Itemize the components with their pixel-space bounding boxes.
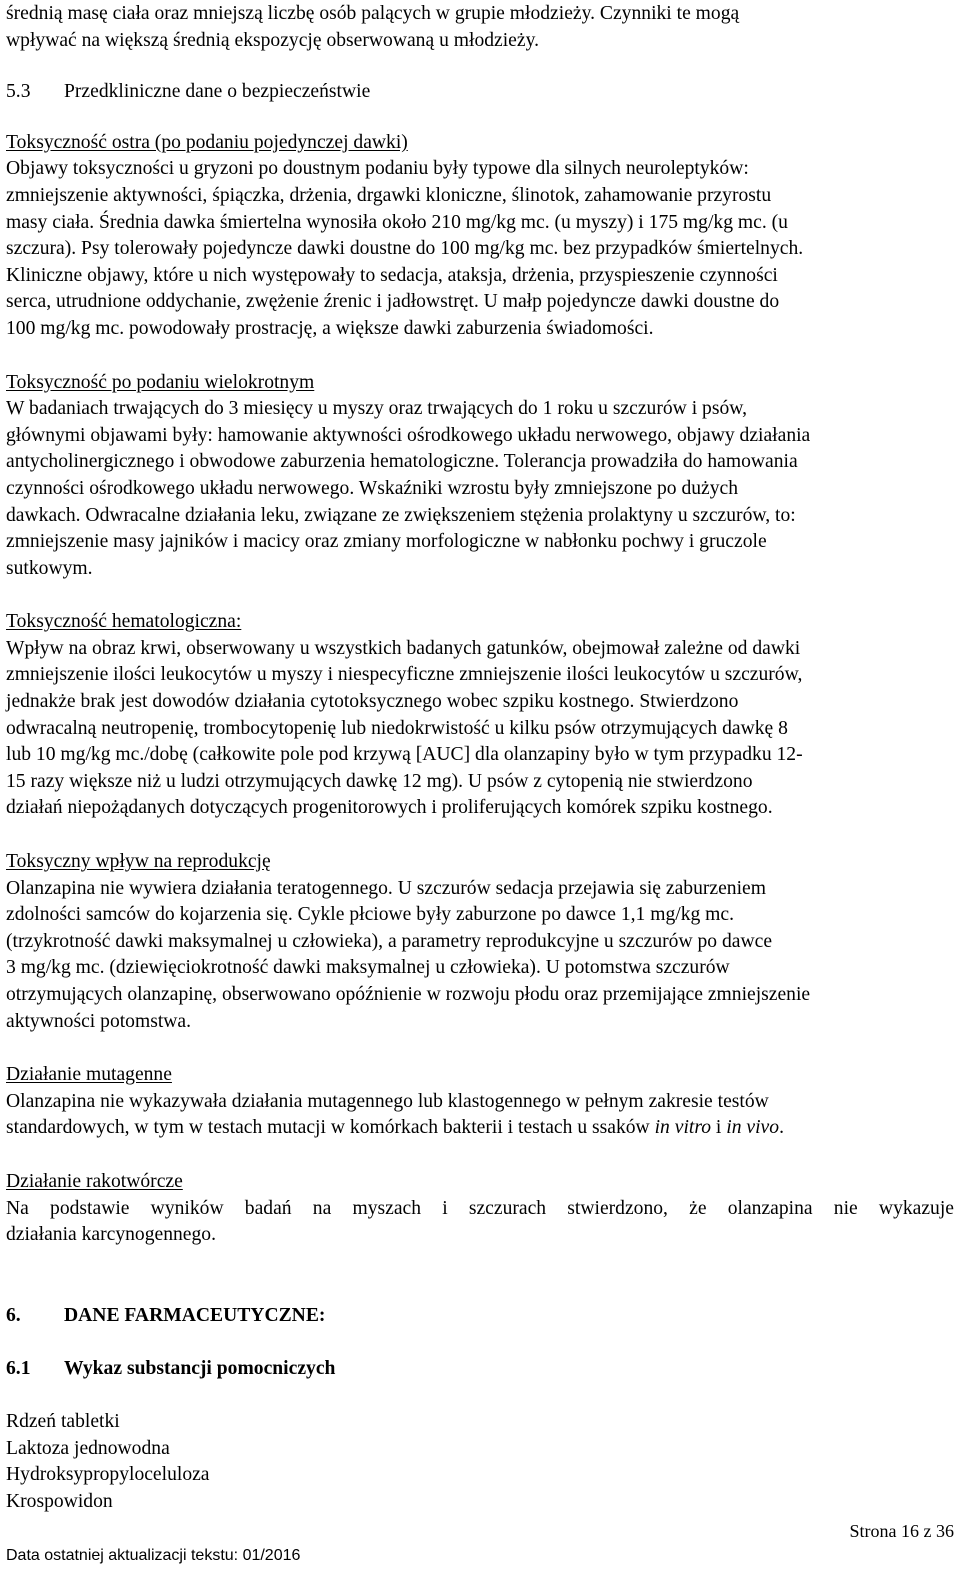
text-fragment: . xyxy=(779,1117,784,1139)
carcinogenic-section xyxy=(6,1169,954,1249)
section-title: DANE FARMACEUTYCZNE: xyxy=(64,1304,326,1326)
intro-paragraph xyxy=(6,1,954,54)
text-line: masy ciała. Średnia dawka śmiertelna wynosiła około 210 mg/kg mc. (u myszy) i 175 mg/kg mc. (u xyxy=(6,211,788,233)
repeated-dose-toxicity-section xyxy=(6,370,954,583)
reproductive-toxicity-section xyxy=(6,849,954,1035)
text-line: Olanzapina nie wywiera działania teratogennego. U szczurów sedacja przejawia się zaburzeniem xyxy=(6,877,766,899)
text-fragment: i xyxy=(711,1117,727,1139)
section-number: 6.1 xyxy=(6,1358,31,1380)
text-line: 100 mg/kg mc. powodowały prostrację, a większe dawki zaburzenia świadomości. xyxy=(6,317,654,339)
text-line: jednakże brak jest dowodów działania cytotoksycznego wobec szpiku kostnego. Stwierdzono xyxy=(6,691,739,713)
text-line: Na podstawie wyników badań na myszach i szczurach stwierdzono, że olanzapina nie wykazuje xyxy=(6,1197,954,1219)
text-line: zmniejszenie ilości leukocytów u myszy i niespecyficzne zmniejszenie ilości leukocytów u szczurów, xyxy=(6,664,803,686)
text-line: W badaniach trwających do 3 miesięcy u myszy oraz trwających do 1 roku u szczurów i psów, xyxy=(6,398,748,420)
text-line: głównymi objawami były: hamowanie aktywności ośrodkowego układu nerwowego, objawy działania xyxy=(6,424,811,446)
subsection-heading: Toksyczność hematologiczna: xyxy=(6,611,242,633)
text-line: otrzymujących olanzapinę, obserwowano opóźnienie w rozwoju płodu oraz przemijające zmniejszenie xyxy=(6,984,811,1005)
section-title: Wykaz substancji pomocniczych xyxy=(64,1358,336,1380)
text-line: lub 10 mg/kg mc./dobę (całkowite pole pod krzywą [AUC] dla olanzapiny było w tym przypadku 12- xyxy=(6,744,803,766)
subsection-heading: Działanie mutagenne xyxy=(6,1064,172,1086)
italic-term: in vitro xyxy=(654,1117,712,1139)
acute-toxicity-section xyxy=(6,130,954,343)
text-line: działania karcynogennego. xyxy=(6,1224,216,1246)
section-5-3-heading xyxy=(6,79,954,106)
text-line: średnią masę ciała oraz mniejszą liczbę osób palących w grupie młodzieży. Czynniki te mogą xyxy=(6,3,740,24)
excipients-list xyxy=(6,1409,954,1515)
hematologic-toxicity-section xyxy=(6,609,954,822)
text-line: zdolności samców do kojarzenia się. Cykle płciowe były zaburzone po dawce 1,1 mg/kg mc. xyxy=(6,904,735,926)
list-item: Krospowidon xyxy=(6,1490,113,1512)
subsection-heading: Toksyczność ostra (po podaniu pojedynczej dawki) xyxy=(6,131,408,153)
text-line: (trzykrotność dawki maksymalnej u człowieka), a parametry reprodukcyjne u szczurów po dawce xyxy=(6,930,773,952)
text-line: 15 razy większe niż u ludzi otrzymujących dawkę 12 mg). U psów z cytopenią nie stwierdzono xyxy=(6,770,753,792)
section-number: 5.3 xyxy=(6,81,31,103)
text-line: 3 mg/kg mc. (dziewięciokrotność dawki maksymalnej u człowieka). U potomstwa szczurów xyxy=(6,957,730,979)
page-number: Strona 16 z 36 xyxy=(849,1521,954,1541)
section-title: Przedkliniczne dane o bezpieczeństwie xyxy=(64,81,371,103)
list-item: Laktoza jednowodna xyxy=(6,1437,170,1459)
text-line: działań niepożądanych dotyczących progenitorowych i proliferujących komórek szpiku kostnego. xyxy=(6,797,773,819)
last-update-date: Data ostatniej aktualizacji tekstu: 01/2016 xyxy=(6,1547,301,1564)
text-line: odwracalną neutropenię, trombocytopenię lub niedokrwistość u kilku psów otrzymujących dawkę 8 xyxy=(6,717,788,739)
text-line: Objawy toksyczności u gryzoni po doustnym podaniu były typowe dla silnych neuroleptyków: xyxy=(6,158,749,180)
section-6-heading xyxy=(6,1303,954,1330)
text-line: aktywności potomstwa. xyxy=(6,1010,192,1032)
text-line: szczura). Psy tolerowały pojedyncze dawki doustne do 100 mg/kg mc. bez przypadków śmiertelnych. xyxy=(6,238,804,260)
mutagenic-section xyxy=(6,1062,954,1142)
section-6-1-heading xyxy=(6,1356,954,1383)
subsection-heading: Działanie rakotwórcze xyxy=(6,1170,183,1192)
italic-term: in vivo xyxy=(726,1117,780,1139)
subsection-heading: Toksyczność po podaniu wielokrotnym xyxy=(6,371,315,393)
section-number: 6. xyxy=(6,1304,21,1326)
text-line: Olanzapina nie wykazywała działania mutagennego lub klastogennego w pełnym zakresie testów xyxy=(6,1090,769,1112)
text-line: antycholinergicznego i obwodowe zaburzenia hematologiczne. Tolerancja prowadziła do hamowania xyxy=(6,451,798,473)
text-line xyxy=(6,1115,954,1142)
subsection-heading: Toksyczny wpływ na reprodukcję xyxy=(6,851,271,873)
text-line: sutkowym. xyxy=(6,557,93,579)
text-line: Kliniczne objawy, które u nich występowały to sedacja, ataksja, drżenia, przyspieszenie czynności xyxy=(6,264,778,286)
text-line: dawkach. Odwracalne działania leku, związane ze zwiększeniem stężenia prolaktyny u szczurów, to: xyxy=(6,504,796,526)
text-line: serca, utrudnione oddychanie, zwężenie źrenic i jadłowstręt. U małp pojedyncze dawki doustne do xyxy=(6,291,780,313)
text-line: zmniejszenie masy jajników i macicy oraz zmiany morfologiczne w nabłonku pochwy i gruczole xyxy=(6,531,767,553)
document-page xyxy=(6,0,954,1515)
text-line: Wpływ na obraz krwi, obserwowany u wszystkich badanych gatunków, obejmował zależne od dawki xyxy=(6,637,801,659)
text-line: zmniejszenie aktywności, śpiączka, drżenia, drgawki kloniczne, ślinotok, zahamowanie przyrostu xyxy=(6,184,772,206)
list-item: Rdzeń tabletki xyxy=(6,1410,120,1432)
text-fragment: standardowych, w tym w testach mutacji w komórkach bakterii i testach u ssaków xyxy=(6,1117,655,1139)
text-line: wpływać na większą średnią ekspozycję obserwowaną u młodzieży. xyxy=(6,29,540,51)
text-line: czynności ośrodkowego układu nerwowego. Wskaźniki wzrostu były zmniejszone po dużych xyxy=(6,477,739,499)
list-item: Hydroksypropyloceluloza xyxy=(6,1464,210,1486)
